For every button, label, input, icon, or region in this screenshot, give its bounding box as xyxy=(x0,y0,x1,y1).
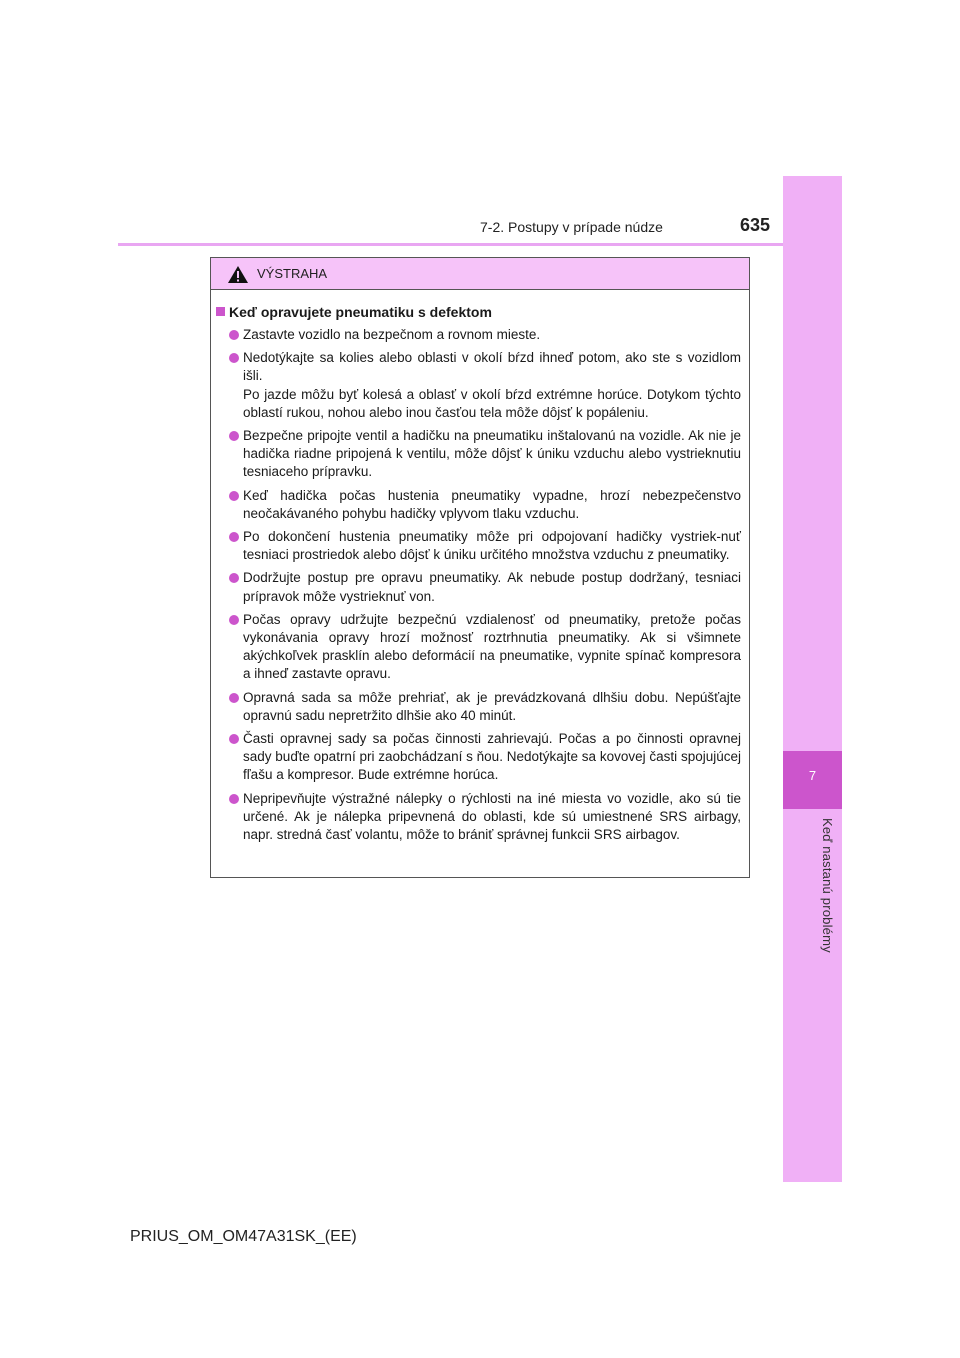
side-tab-upper xyxy=(783,176,842,751)
warning-box xyxy=(210,257,750,878)
bullet-dot-icon xyxy=(229,573,239,583)
list-item: Nedotýkajte sa kolies alebo oblasti v okolí bŕzd ihneď potom, ako ste s vozidlom išli. Po jazde môžu byť kolesá a oblasť v okolí bŕzd extrémne horúce. Dotykom týchto oblastí rukou, nohou alebo inou časťou tela môže dôjsť k popáleniu. xyxy=(216,349,741,422)
section-title: 7-2. Postupy v prípade núdze xyxy=(480,219,663,235)
bullet-dot-icon xyxy=(229,794,239,804)
warning-list xyxy=(216,326,741,844)
list-item: Opravná sada sa môže prehriať, ak je prevádzkovaná dlhšiu dobu. Nepúšťajte opravnú sadu nepretržito dlhšie ako 40 minút. xyxy=(216,689,741,725)
list-item: Časti opravnej sady sa počas činnosti zahrievajú. Počas a po činnosti opravnej sady buďte opatrní pri zaobchádzaní s ňou. Nedotýkajte sa kovovej časti spojujúcej fľašu a kompresor. Bude extrémne horúca. xyxy=(216,730,741,785)
square-bullet-icon xyxy=(216,307,225,316)
chapter-tab[interactable] xyxy=(783,751,842,809)
list-item: Keď hadička počas hustenia pneumatiky vypadne, hrozí nebezpečenstvo neočakávaného pohybu hadičky vplyvom tlaku vzduchu. xyxy=(216,487,741,523)
bullet-dot-icon xyxy=(229,353,239,363)
bullet-dot-icon xyxy=(229,330,239,340)
warning-header xyxy=(211,258,749,290)
bullet-dot-icon xyxy=(229,615,239,625)
list-item: Počas opravy udržujte bezpečnú vzdialenosť od pneumatiky, pretože počas vykonávania opravy hrozí možnosť roztrhnutia pneumatiky. Ak si všimnete akýchkoľvek prasklín alebo deformácií na pneumatike, vypnite spínač kompresora a ihneď zastavte opravu. xyxy=(216,611,741,684)
bullet-dot-icon xyxy=(229,532,239,542)
section-heading xyxy=(216,303,741,321)
page-number: 635 xyxy=(740,215,771,235)
section-heading-text: Keď opravujete pneumatiku s defektom xyxy=(229,304,492,320)
list-item: Nepripevňujte výstražné nálepky o rýchlosti na iné miesta vo vozidle, ako sú tie určené. Ak je nálepka pripevnená do oblasti, kde sú umiestnené SRS airbagy, napr. stredná časť volantu, môže to brániť správnej funkcii SRS airbagov. xyxy=(216,790,741,845)
warning-triangle-icon xyxy=(227,265,249,284)
header-rule xyxy=(118,243,783,246)
list-item: Dodržujte postup pre opravu pneumatiky. Ak nebude postup dodržaný, tesniaci prípravok môže vystrieknuť von. xyxy=(216,569,741,605)
document-code: PRIUS_OM_OM47A31SK_(EE) xyxy=(130,1228,357,1245)
bullet-dot-icon xyxy=(229,734,239,744)
bullet-dot-icon xyxy=(229,491,239,501)
list-item: Zastavte vozidlo na bezpečnom a rovnom mieste. xyxy=(216,326,741,344)
warning-body xyxy=(211,290,749,844)
bullet-dot-icon xyxy=(229,431,239,441)
chapter-label: Keď nastanú problémy xyxy=(820,818,835,953)
bullet-dot-icon xyxy=(229,693,239,703)
warning-title: VÝSTRAHA xyxy=(257,266,328,281)
list-item: Po dokončení hustenia pneumatiky môže pri odpojovaní hadičky vystriek-nuť tesniaci prostriedok alebo dôjsť k úniku určitého množstva vzduchu z pneumatiky. xyxy=(216,528,741,564)
chapter-number: 7 xyxy=(808,768,817,783)
list-item: Bezpečne pripojte ventil a hadičku na pneumatiku inštalovanú na vozidle. Ak nie je hadička riadne pripojená k ventilu, môže dôjsť k úniku vzduchu alebo vystrieknutiu tesniaceho prípravku. xyxy=(216,427,741,482)
